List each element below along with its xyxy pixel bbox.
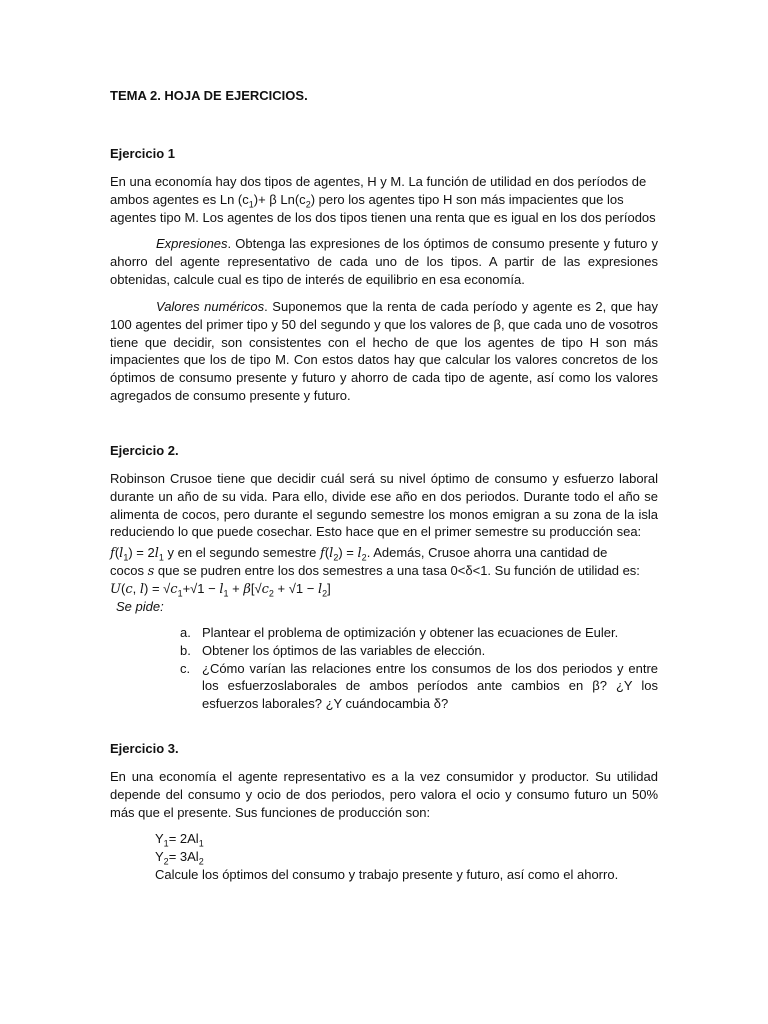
exercise-2-paragraph: Robinson Crusoe tiene que decidir cuál será su nivel óptimo de consumo y esfuerzo laboral durante un año de su vida. Para ello, divide ese año en dos periodos. Durante todo el año se alimenta de cocos, pero durante el segundo semestre los monos emigran a su zona de la isla reduciendo lo que puede cosechar. Esto hace que en el primer semestre su producción sea:	[110, 471, 658, 540]
se-pide-label: Se pide:	[116, 599, 164, 614]
exercise-2-question-list	[180, 624, 658, 713]
exercise-1-intro-line-1: En una economía hay dos tipos de agentes, H y M. La función de utilidad en dos períodos de	[110, 174, 647, 189]
production-functions	[155, 830, 618, 883]
savings-line: cocos s que se pudren entre los dos semestres a una tasa 0<δ<1. Su función de utilidad es:	[110, 563, 640, 579]
list-item: c. ¿Cómo varían las relaciones entre los consumos de los dos periodos y entre los esfuerzoslaborales de ambos períodos ante cambios en β? ¿Y los esfuerzos laborales? ¿Y cuándocambia δ?	[180, 660, 658, 712]
exercise-3-instruction: Calcule los óptimos del consumo y trabajo presente y futuro, así como el ahorro.	[155, 866, 619, 882]
production-function-1: $Y_1= 2Al_1$	[155, 831, 204, 849]
document-title: TEMA 2. HOJA DE EJERCICIOS.	[110, 88, 308, 103]
list-item: a. Plantear el problema de optimización y obtener las ecuaciones de Euler.	[180, 625, 619, 640]
valores-label: Valores numéricos	[156, 299, 265, 314]
exercise-3-heading: Ejercicio 3.	[110, 741, 179, 756]
exercise-1-intro-line-3: agentes tipo M. Los agentes de los dos tipos tienen una renta que es igual en los dos períodos	[110, 210, 656, 225]
exercise-1-heading: Ejercicio 1	[110, 146, 176, 161]
exercise-2-heading: Ejercicio 2.	[110, 443, 179, 458]
production-line: $f(l_1) = 2l_1$ y en el segundo semestre $f(l_2) = l_2$. Además, Crusoe ahorra una cantidad de	[110, 545, 608, 563]
utility-function: U(c, $l) = √c_1+√1 - l_1 + \beta[√c_2 + √1 - l_2]$	[110, 581, 331, 599]
exercise-1-expresiones-paragraph: Expresiones. Obtenga las expresiones de los óptimos de consumo presente y futuro y ahorro del agente representativo de cada uno de los tipos. A partir de las expresiones obtenidas, calcule cual es tipo de interés de equilibrio en esa economía.	[110, 236, 658, 287]
exercise-1-intro-line-2: ambos agentes es Ln $(c_1)+ \beta$ $Ln(c_2)$ pero los agentes tipo H son más impacientes que los	[110, 192, 624, 210]
exercise-3-paragraph: En una economía el agente representativo es a la vez consumidor y productor. Su utilidad depende del consumo y ocio de dos periodos, pero valora el ocio y consumo futuro un 50% más que el presente. Sus funciones de producción son:	[110, 769, 658, 820]
expresiones-label: Expresiones	[156, 236, 228, 251]
list-item: b. Obtener los óptimos de las variables de elección.	[180, 642, 486, 658]
production-function-2: $Y_2= 3Al_2$	[155, 848, 204, 867]
exercise-1-valores-paragraph: Valores numéricos. Suponemos que la renta de cada período y agente es 2, que hay 100 agentes del primer tipo y 50 del segundo y que los valores de β, que cada uno de vosotros tiene que decidir, son consistentes con el hecho de que los agentes de tipo H son más impacientes que los de tipo M. Con estos datos hay que calcular los valores concretos de los óptimos de consumo presente y futuro y ahorro de cada tipo de agente, así como los valores agregados de consumo presente y futuro.	[110, 299, 658, 403]
